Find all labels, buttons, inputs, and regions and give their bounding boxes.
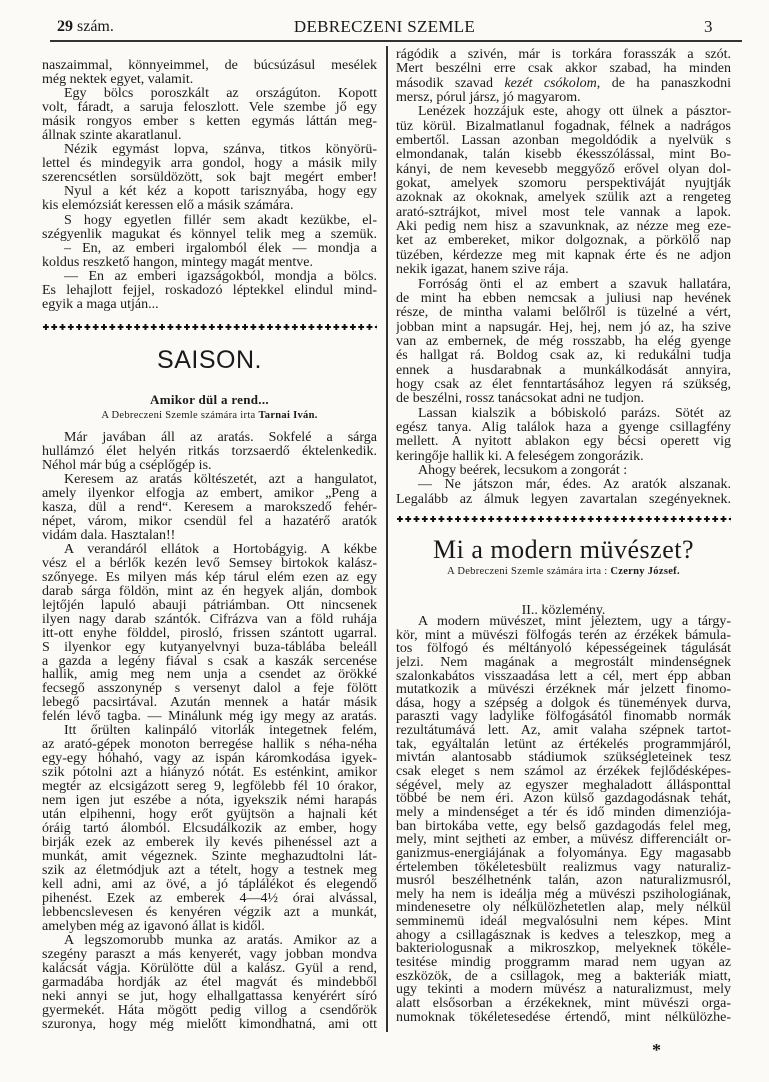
text-line: gyermekét. Háta mögött pedig villog a csendőrök (42, 1003, 377, 1018)
issue-word: szám. (77, 18, 114, 35)
text-line: része, de mintha valami belőlről is tüzelné a vért, (396, 306, 731, 321)
paragraph (42, 242, 377, 270)
text-line: egész tanya. Alig találok haza a gyenge csillagfény (396, 420, 731, 435)
text-line: itt-ott enyhe földdel, pirosló, frissen szántott ugarral. (42, 626, 377, 641)
byline-prefix: A Debreczeni Szemle számára irta (101, 410, 259, 421)
header-rule (50, 40, 742, 42)
text-line: — Én az emberi igazságokból, mondja a bölcs. (64, 269, 377, 284)
text-line: de beszélni, rossz tanácsokat adni ne tudjon. (396, 392, 645, 407)
paragraph (396, 615, 731, 1024)
ornament-divider-right (396, 515, 731, 523)
text-line: egy-egy hóhahó, vagy az ispán káromkodása igyek- (42, 752, 377, 767)
text-line: numoknak tökéletesedése értendő, mint nélkülözhe- (396, 1010, 731, 1025)
text-line: szerencsétlen sorsüldözött, sok bajt megért ember! (42, 171, 377, 186)
text-line: Már javában áll az aratás. Sokfelé a sárga (64, 431, 377, 445)
text-line: munkát, amit végeznek. Szinte meghazudtolni lát- (42, 850, 377, 865)
text-line: vidám dala. Hasztalan!! (42, 528, 176, 543)
text-line: lejtőjén lapuló abauji pátriámban. Ott nincsenek (42, 598, 377, 613)
text-line: mely a mindenséget a tér és idő minden dimenziója- (396, 805, 731, 820)
text-line: amelyben még az igavonó állat is kidől. (42, 919, 265, 934)
text-line: hallik, amig meg nem unja a csendet az örökké (42, 668, 377, 683)
text-line: nekik igazat, hanem szive rája. (396, 263, 569, 278)
text-line: mely ha nem is ideálja még a müvészi pszihologiának, (396, 887, 731, 902)
text-line: szegény paraszt a más kenyerét, vagy jobban mondva (42, 947, 377, 962)
text-line: még nektek egyet, valamit. (42, 73, 194, 88)
text-line: mellett. A nyitott ablakon egy bécsi operett vig (396, 435, 731, 450)
text-line: értelemben tökéletesbült realizmus vagy naturaliz- (396, 860, 731, 875)
article-byline (42, 410, 377, 421)
text-line: állnak szinte akaratlanul. (42, 129, 182, 144)
text-line: tak, egyáltalán letünt az értékelés programmjáról, (396, 737, 731, 752)
journal-title: DEBRECZENI SZEMLE (293, 17, 476, 36)
paragraph (396, 278, 731, 407)
text-line: a gazda a legény fiával s csak a kaszák sercenése (42, 654, 377, 669)
text-line: mivtán alantosabb stádiumok szükségleteinek tesz (396, 751, 731, 766)
paragraph (42, 431, 377, 473)
text-line: jelzi. Nem magának a megrostált mindenségnek (396, 655, 731, 670)
text-line: A legszomorubb munka az aratás. Amikor az a (64, 933, 377, 948)
text-line: bakteriologusnak a mikroszkop, melyeknek tökéle- (396, 942, 731, 957)
text-line: van az embernek, de még rosszabb, ha elég gyenge (396, 334, 731, 349)
text-line (396, 77, 731, 91)
byline-prefix: A Debreczeni Szemle számára irta : (447, 566, 611, 577)
text-line: musról beszélhetnénk talán, azon naturalizmusról, (396, 874, 731, 888)
text-line: ennek a husdarabnak a munkálkodását annyira, (396, 363, 731, 378)
paragraph (42, 934, 377, 1032)
paragraph (42, 543, 377, 725)
text-run: második szavad (396, 76, 505, 91)
text-line: arató-sztrájkot, mivel most tele vannak a lapok. (396, 205, 731, 220)
text-line: nem igen jut eszébe a nóta, igyekszik némi harapás (42, 794, 377, 809)
text-line: lebbencslevesen és kenyéren végzik azt a munkát, (42, 905, 377, 920)
text-line: mutatkozik a müvészi érzéknek már jelzett finomo- (396, 683, 731, 697)
text-line: ségével, mely az egyszer meghaladott állásponttal (396, 778, 731, 793)
text-line: – Én, az emberi irgalomból élek — mondja a (64, 241, 377, 256)
text-line: szik pótolni azt a hiányzó nótát. És esténkint, amikor (42, 766, 377, 781)
text-line: tüzében, kérdezze meg mit kapnak érte és ne adjon (396, 248, 731, 263)
text-line: tüz körül. Bizalmatlanul fogadnak, félnek a nadrágos (396, 119, 731, 134)
text-line: szégyenlik magukat és könnyel telik meg a szemük. (42, 227, 377, 242)
text-line: ban birtokába vette, egy belső gazdagodás felel meg, (396, 819, 731, 834)
text-line: ahogy a csillagásznak is kedves a teleszkop, meg a (396, 928, 731, 943)
text-line: vész el a bérlők kezén levő Semsey birtokok kalász- (42, 556, 377, 571)
paragraph (42, 214, 377, 242)
text-line: garmadába hordják az étel magvát és mindebből (42, 975, 377, 990)
paragraph (396, 48, 731, 105)
text-line: Ahogy beérek, lecsukom a zongorát : (418, 463, 628, 478)
text-line: rezultátumává lett. Az, amit valaha szépnek tartot- (396, 724, 731, 738)
text-line: És lehajlott fejjel, roskadozó léptekkel elindul mind- (42, 283, 377, 298)
text-line: fecsegő asszonynép s versenyt dalol a feje fölött (42, 682, 377, 697)
story-ending-column (42, 59, 377, 312)
text-line: kis elemózsiát keressen elő a másik számára. (42, 199, 294, 214)
paragraph (396, 105, 731, 277)
text-line: Forróság önti el az embert a szavuk hallatára, (418, 277, 731, 292)
article-title-saison: SAISON. (157, 346, 262, 374)
text-line: neki annyi se jut, hogy elhallgattassa kenyérért síró (42, 989, 377, 1004)
text-line: többé be nem éri. Azon külső gazdagodásnak tehát, (396, 792, 731, 806)
text-line: kasza, dül a rend“. Keresem a marokszedő fehér- (42, 500, 377, 515)
text-line: kalácsát vágja. Körülötte dül a kalász. Gyül a rend, (42, 961, 377, 976)
text-line: jobban mint a napsugár. Hej, hej, nem jó az, ha szive (396, 320, 731, 335)
text-line: után elpihenni, hogy erőt gyüjtsön a hajnali két (42, 808, 377, 823)
page-number: 3 (704, 17, 713, 36)
issue-number-value: 29 (57, 18, 73, 35)
text-line: hogy csak az élet fenntartásához legyen rá szükség, (396, 377, 731, 392)
text-line: Keresem az aratás költészetét, azt a hangulatot, (64, 472, 377, 487)
continuation-mark: * (652, 1040, 661, 1060)
article-byline (396, 566, 731, 577)
text-line: csak eleget s nem számol az érzékek fejlődésképes- (396, 765, 731, 779)
text-line: S hogy egyetlen fillér sem akadt kezükbe, el- (64, 213, 377, 228)
text-line: hullámzó élet helyén ritkás torzsaerdő éktelenkedik. (42, 444, 377, 459)
text-line: mindenesetre oly nélkülözhetetlen alap, mely nélkül (396, 901, 731, 916)
author-name: Czerny József. (610, 566, 680, 577)
text-line: ganizmus-energiájának a folyománya. Egy magasabb (396, 846, 731, 861)
text-line: Itt őrülten kalinpáló vitorlák integetnek felém, (64, 724, 377, 739)
text-line: ugy tekinti a modern müvész a naturalizmust, mely (396, 983, 731, 997)
text-line: keringője hallik ki. A feleségem zongorázik. (396, 449, 644, 464)
text-line: kányi, de nem kevesebb meggyőző erővel olyan dol- (396, 162, 731, 177)
text-line: lettel és mindegyik arra gondol, hogy a másik mily (42, 157, 377, 172)
text-line: S ilyenkor egy kutyanyelvnyi buza-táblába beleáll (42, 640, 377, 655)
text-line: Lenézek hozzájuk este, ahogy ott ülnek a pásztor- (418, 105, 731, 120)
text-run: , de ha panaszkodni (596, 76, 731, 91)
text-line: embertől. Lassan azonban megoldódik a nyelvük s (396, 134, 731, 149)
text-line: elmondanak, talán kisebb ékesszólással, mint Bo- (396, 148, 731, 163)
article-body-modern (396, 615, 731, 1024)
text-line: pihenést. Ezek az emberek 4—4½ órai alvással, (42, 891, 377, 906)
text-line: szik az életmódjuk azt a tételt, hogy a testnek meg (42, 864, 377, 878)
paragraph (396, 407, 731, 464)
text-line: Mert beszélni erre csak akkor szabad, ha minden (396, 62, 731, 77)
text-line: de mint ha ebben nemcsak a juliusi nap hevének (396, 291, 731, 306)
paragraph (396, 464, 731, 478)
text-line: Néhol már búg a cséplőgép is. (42, 458, 212, 473)
text-line: eszközök, de a csillagok, meg a bakteriák miatt, (396, 969, 731, 984)
text-line: kör, mint a müvészi fölfogás terén az érzékek bámula- (396, 628, 731, 643)
text-line: mely, mint sejtheti az ember, a müvész differenciált or- (396, 833, 731, 847)
text-line: és hallgat rá. Boldog csak az, ki redukálni tudja (396, 349, 731, 364)
article-title-modern: Mi a modern müvészet? (432, 535, 695, 564)
text-line: darab sárga földön, mint az én hegyek alján, dombok (42, 584, 377, 599)
text-line: A modern müvészet, mint jeleztem, ugy a tárgy- (418, 615, 731, 629)
text-line: egyik a maga utján... (42, 297, 159, 312)
article-body-saison (42, 431, 377, 1032)
text-line: mersz, pórul jársz, jó magyarom. (396, 91, 581, 106)
paragraph (42, 143, 377, 185)
text-line: naszaimmal, könnyeimmel, de búcsúzásul mesélek (42, 59, 377, 73)
text-line: Lassan kialszik a bóbiskoló parázs. Sötét az (418, 406, 731, 421)
text-line: birják ezek az emberek ily kevés pihenéssel azt a (42, 836, 377, 851)
text-line: A verandáról ellátok a Hortobágyig. A kékbe (64, 542, 377, 557)
paragraph (42, 185, 377, 213)
paragraph (42, 87, 377, 143)
text-line: kell adni, ami az övé, a jó táplálékot és elegendő (42, 878, 377, 892)
emphasis-text: kezét csókolom (504, 76, 597, 91)
text-line: semminemü ideál megvalósulni nem képes. Mint (396, 915, 731, 929)
text-line: ket az embereket, mikor dolgoznak, a pörkölő nap (396, 234, 731, 249)
paragraph (42, 59, 377, 87)
text-line: Aki pedig nem hisz a szavunknak, az nézze meg eze- (396, 220, 731, 235)
text-line: tesitése mindig proggramm marad nem ugyan az (396, 956, 731, 970)
text-line: gokat, amelyek szomoru perspektiváját nyujtják (396, 177, 731, 192)
text-line: rágódik a szivén, már is torkára forasszák a szót. (396, 48, 731, 62)
text-line: szuronya, hogy még mielőtt kimondhatná, ami ott (42, 1017, 377, 1032)
paragraph (396, 478, 731, 507)
text-line: másik rongyos ember s ketten egymás láttán meg- (42, 115, 377, 130)
text-line: dása, hogy a szépség a dolgok és tünemények durva, (396, 696, 731, 711)
text-line: paraszti vagy ladylike fölfogásától finomabb normák (396, 710, 731, 725)
article-continuation-column (396, 48, 731, 507)
text-line: szőnyege. És milyen más kép tárul elém ezen az egy (42, 570, 377, 585)
text-line: Legalább az álmuk legyen zavartalan szegényeknek. (396, 492, 731, 507)
text-line: népet, várom, mikor csendül fel a hazatérő aratók (42, 514, 377, 529)
text-line: óráig tartó álomból. Elcsudálkozik az ember, hogy (42, 822, 377, 837)
paragraph (42, 270, 377, 312)
text-line: lebegő pacsirtával. Azután mennek a határ másik (42, 696, 377, 711)
text-line: ilyen nagy darab szántók. Cifrázva van a föld ruhája (42, 612, 377, 627)
text-line: Nézik egymást lopva, szánva, titkos könyörü- (64, 143, 377, 158)
ornament-divider-left (42, 323, 377, 331)
text-line: — Ne játszon már, édes. Az aratók alszanak. (418, 478, 731, 493)
text-line: Egy bölcs poroszkált az országúton. Kopott (64, 87, 377, 102)
text-line: azoknak az okoknak, amelyek szülik azt a rengeteg (396, 191, 731, 206)
text-line: szalonkabátos visszaadása lett a cél, mert épp abban (396, 669, 731, 684)
text-line: felén lévő tagba. — Minálunk még igy megy az aratás. (42, 710, 377, 725)
text-line: megtér az elcsigázott sereg 9, legfölebb fél 10 órakor, (42, 780, 377, 795)
text-line: alatt elsősorban a érzékeknek, mint müvészi orga- (396, 996, 731, 1011)
article-subtitle: Amikor dül a rend... (150, 392, 269, 407)
text-line: volt, fáradt, a saruja feloszlott. Vele szembe jő egy (42, 101, 377, 116)
paragraph (42, 473, 377, 543)
installment-label: II.. közlemény. (521, 603, 606, 618)
text-line: Nyul a két kéz a kopott tarisznyába, hogy egy (64, 185, 377, 200)
paragraph (42, 724, 377, 934)
column-divider (386, 46, 388, 1032)
text-line: amely ilyenkor elfogja az embert, amikor „Peng a (42, 486, 377, 501)
text-line: tos fölfogó és méltányoló képességeinek tágulását (396, 642, 731, 656)
text-line: az arató-gépek monoton berregése hallik s néha-néha (42, 738, 377, 753)
author-name: Tarnai Iván. (258, 410, 318, 421)
text-line: koldus reszkető hangon, mintegy magát mentve. (42, 255, 313, 270)
